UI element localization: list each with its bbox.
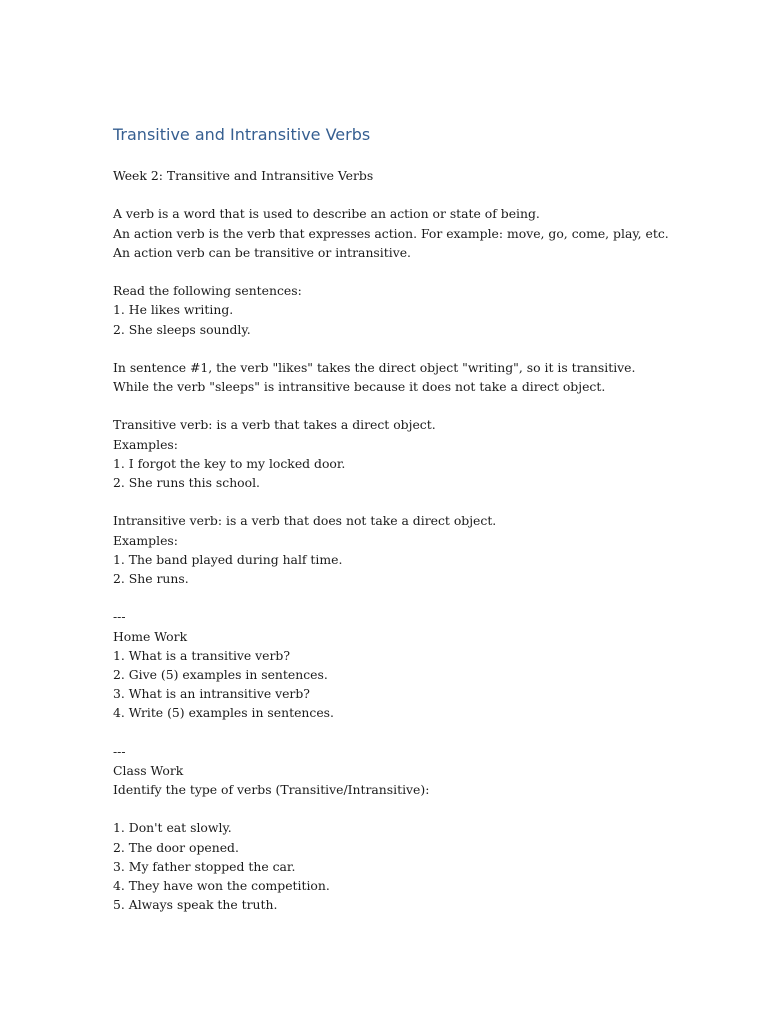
homework-heading: Home Work [113, 628, 188, 644]
document-title: Transitive and Intransitive Verbs [113, 125, 371, 144]
blank-line [113, 799, 713, 818]
example-item: 2. She runs this school. [113, 475, 260, 490]
classwork-item: 1. Don't eat slowly. [113, 820, 232, 836]
homework-section [113, 607, 713, 722]
read-sentences-section [113, 281, 713, 339]
intro-line: An action verb can be transitive or intransitive. [113, 244, 411, 260]
intro-line: An action verb is the verb that expresses action. For example: move, go, come, play, etc. [113, 225, 669, 241]
transitive-section [113, 415, 713, 492]
intro-line: A verb is a word that is used to describe an action or state of being. [113, 206, 540, 222]
blank-line [113, 262, 713, 281]
homework-item: 3. What is an intransitive verb? [113, 686, 310, 702]
classwork-item: 3. My father stopped the car. [113, 858, 296, 874]
blank-line [113, 185, 713, 204]
blank-line [113, 588, 713, 607]
example-item: 2. She runs. [113, 570, 189, 586]
blank-line [113, 492, 713, 511]
section-separator: --- [113, 743, 126, 759]
homework-item: 1. What is a transitive verb? [113, 647, 291, 663]
intransitive-definition: Intransitive verb: is a verb that does not take a direct object. [113, 513, 497, 529]
classwork-item: 4. They have won the competition. [113, 877, 330, 893]
classwork-item: 5. Always speak the truth. [113, 897, 278, 913]
intro-paragraph [113, 204, 713, 262]
explanation-paragraph [113, 358, 713, 396]
example-item: 1. The band played during half time. [113, 551, 343, 567]
homework-item: 2. Give (5) examples in sentences. [113, 666, 328, 682]
classwork-section [113, 742, 713, 915]
intransitive-section [113, 511, 713, 588]
sentence-item: 2. She sleeps soundly. [113, 321, 251, 337]
sentence-item: 1. He likes writing. [113, 302, 234, 318]
week-subtitle: Week 2: Transitive and Intransitive Verbs [113, 168, 374, 183]
blank-line [113, 396, 713, 415]
examples-label: Examples: [113, 436, 178, 452]
classwork-item: 2. The door opened. [113, 839, 239, 855]
classwork-heading: Class Work [113, 762, 184, 778]
example-item: 1. I forgot the key to my locked door. [113, 455, 346, 471]
blank-line [113, 339, 713, 358]
blank-line [113, 722, 713, 741]
examples-label: Examples: [113, 532, 178, 548]
read-sentences-heading: Read the following sentences: [113, 283, 302, 299]
transitive-definition: Transitive verb: is a verb that takes a direct object. [113, 417, 436, 433]
section-separator: --- [113, 609, 126, 625]
document-body [113, 166, 713, 914]
classwork-instruction: Identify the type of verbs (Transitive/Intransitive): [113, 782, 430, 797]
explanation-line: While the verb "sleeps" is intransitive because it does not take a direct object. [113, 379, 606, 395]
explanation-line: In sentence #1, the verb "likes" takes the direct object "writing", so it is transitive. [113, 359, 636, 375]
homework-item: 4. Write (5) examples in sentences. [113, 705, 334, 721]
